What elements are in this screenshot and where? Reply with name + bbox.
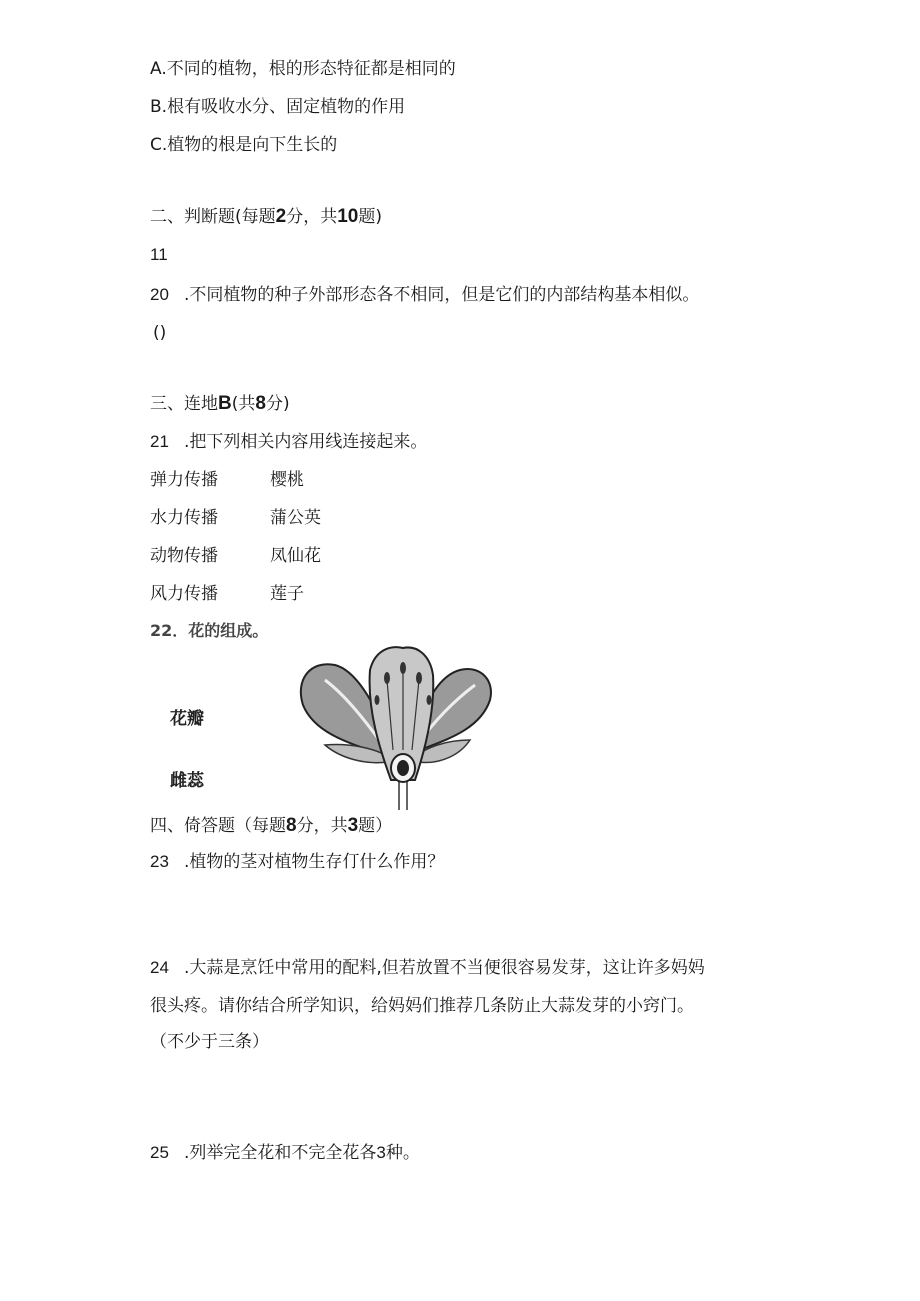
s4-n2: 3 bbox=[347, 815, 359, 836]
s2-n1: 2 bbox=[275, 206, 287, 227]
s4-mid: 分，共 bbox=[296, 816, 348, 836]
q20-text: .不同植物的种子外部形态各不相同，但是它们的内部结构基本相似。 bbox=[184, 285, 700, 305]
s3-b: B bbox=[218, 393, 232, 414]
q23-text: .植物的茎对植物生存仃什么作用？ bbox=[184, 852, 445, 872]
q25-suffix: 种。 bbox=[385, 1143, 420, 1163]
match-right: 莲子 bbox=[270, 584, 304, 604]
match-left: 水力传播 bbox=[150, 508, 218, 528]
s4-n1: 8 bbox=[286, 815, 297, 836]
question-20 bbox=[150, 283, 699, 307]
question-24 bbox=[150, 956, 705, 980]
flower-diagram bbox=[295, 640, 495, 812]
question-21 bbox=[150, 430, 427, 454]
s3-suffix: 分) bbox=[265, 394, 290, 414]
q21-num: 21 bbox=[150, 432, 169, 451]
option-c: C.植物的根是向下生长的 bbox=[150, 135, 338, 155]
match-row bbox=[150, 468, 304, 492]
q21-text: .把下列相关内容用线连接起来。 bbox=[184, 432, 428, 452]
question-22: 22．花的组成。 bbox=[150, 621, 269, 640]
q24-line1: .大蒜是烹饪中常用的配料,但若放置不当便很容易发芽，这让许多妈妈 bbox=[184, 958, 705, 978]
q24-line2: 很头疼。请你结合所学知识，给妈妈们推荐几条防止大蒜发芽的小窍门。 bbox=[150, 996, 694, 1016]
section-2-heading bbox=[150, 205, 382, 229]
match-row bbox=[150, 544, 321, 568]
section-4-heading bbox=[150, 814, 392, 838]
q24-line3: （不少于三条） bbox=[150, 1032, 269, 1052]
s2-suffix: 题) bbox=[358, 207, 382, 227]
label-pistil: 雌蕊 bbox=[170, 771, 204, 791]
question-11: 11 bbox=[150, 245, 168, 264]
match-left: 动物传播 bbox=[150, 546, 218, 566]
question-25 bbox=[150, 1141, 420, 1165]
option-a: A.不同的植物，根的形态特征都是相同的 bbox=[150, 59, 456, 79]
label-petal: 花瓣 bbox=[170, 709, 204, 729]
option-b: B.根有吸收水分、固定植物的作用 bbox=[150, 97, 406, 117]
match-right: 樱桃 bbox=[270, 470, 304, 490]
q25-num: 25 bbox=[150, 1143, 169, 1162]
s4-prefix: 四、倚答题（每题 bbox=[150, 816, 286, 836]
match-right: 蒲公英 bbox=[270, 508, 321, 528]
match-left: 风力传播 bbox=[150, 584, 218, 604]
q25-text: .列举完全花和不完全花各 bbox=[184, 1143, 377, 1163]
match-left: 弹力传播 bbox=[150, 470, 218, 490]
section-3-heading bbox=[150, 392, 290, 416]
match-row bbox=[150, 506, 321, 530]
match-right: 凤仙花 bbox=[270, 546, 321, 566]
s2-mid: 分，共 bbox=[286, 207, 338, 227]
s3-n: 8 bbox=[255, 393, 266, 414]
q24-num: 24 bbox=[150, 958, 169, 977]
match-row bbox=[150, 582, 304, 606]
flower-figure bbox=[155, 640, 505, 812]
s3-prefix: 三、连地 bbox=[150, 394, 218, 414]
s2-prefix: 二、判断题(每题 bbox=[150, 207, 276, 227]
q23-num: 23 bbox=[150, 852, 169, 871]
q20-num: 20 bbox=[150, 285, 169, 304]
s4-suffix: 题） bbox=[358, 816, 393, 836]
s3-mid: (共 bbox=[231, 394, 256, 414]
q20-blank: () bbox=[153, 323, 167, 343]
q25-n: 3 bbox=[376, 1143, 386, 1162]
question-23 bbox=[150, 850, 444, 874]
s2-n2: 10 bbox=[337, 206, 359, 227]
